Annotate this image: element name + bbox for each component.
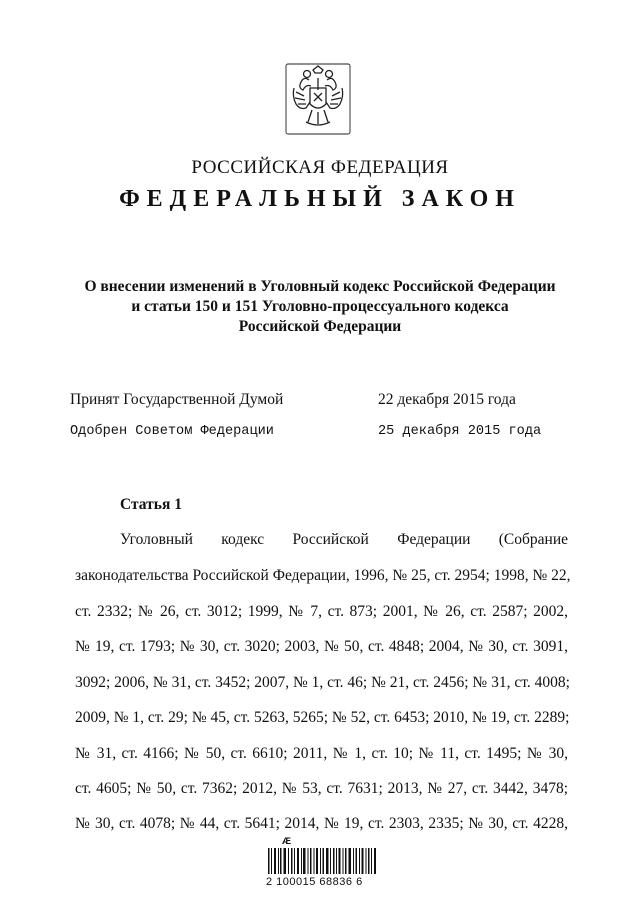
law-title-line: и статьи 150 и 151 Уголовно-процессуального кодекса bbox=[131, 298, 509, 315]
approval-date: 25 декабря 2015 года bbox=[378, 424, 542, 439]
law-title-line: О внесении изменений в Уголовный кодекс Российской Федерации bbox=[84, 278, 556, 295]
article-text-line: Уголовный кодекс Российской Федерации (Собрание bbox=[120, 531, 568, 548]
law-title bbox=[60, 277, 580, 337]
adoption-date: 22 декабря 2015 года bbox=[378, 391, 516, 408]
article-text-line: № 19, ст. 1793; № 30, ст. 3020; 2003, № 50, ст. 4848; 2004, № 30, ст. 3091, bbox=[75, 638, 568, 655]
article-text-line: ст. 2332; № 26, ст. 3012; 1999, № 7, ст. 873; 2001, № 26, ст. 2587; 2002, bbox=[75, 603, 568, 620]
article-text-line: ст. 4605; № 50, ст. 7362; 2012, № 53, ст. 7631; 2013, № 27, ст. 3442, 3478; bbox=[75, 780, 568, 797]
barcode-icon bbox=[268, 848, 376, 874]
article-heading: Статья 1 bbox=[120, 496, 182, 513]
barcode-number: 2 100015 68836 6 bbox=[266, 876, 363, 888]
country-name: РОССИЙСКАЯ ФЕДЕРАЦИЯ bbox=[191, 157, 449, 178]
article-text-line: 3092; 2006, № 31, ст. 3452; 2007, № 1, ст. 46; № 21, ст. 2456; № 31, ст. 4008; bbox=[75, 674, 570, 691]
article-text-line: № 31, ст. 4166; № 50, ст. 6610; 2011, № 1, ст. 10; № 11, ст. 1495; № 30, bbox=[75, 745, 568, 762]
approval-label: Одобрен Советом Федерации bbox=[70, 424, 274, 439]
coat-of-arms-icon bbox=[284, 62, 352, 136]
article-text-line: законодательства Российской Федерации, 1996, № 25, ст. 2954; 1998, № 22, bbox=[75, 567, 571, 584]
article-text-line: 2009, № 1, ст. 29; № 45, ст. 5263, 5265; № 52, ст. 6453; 2010, № 19, ст. 2289; bbox=[75, 709, 570, 726]
adoption-label: Принят Государственной Думой bbox=[70, 391, 284, 408]
law-title-line: Российской Федерации bbox=[238, 318, 402, 335]
article-text-line: № 30, ст. 4078; № 44, ст. 5641; 2014, № 19, ст. 2303, 2335; № 30, ст. 4228, bbox=[75, 815, 568, 832]
barcode-mark: Æ bbox=[282, 836, 291, 846]
document-type: ФЕДЕРАЛЬНЫЙ ЗАКОН bbox=[119, 186, 521, 212]
